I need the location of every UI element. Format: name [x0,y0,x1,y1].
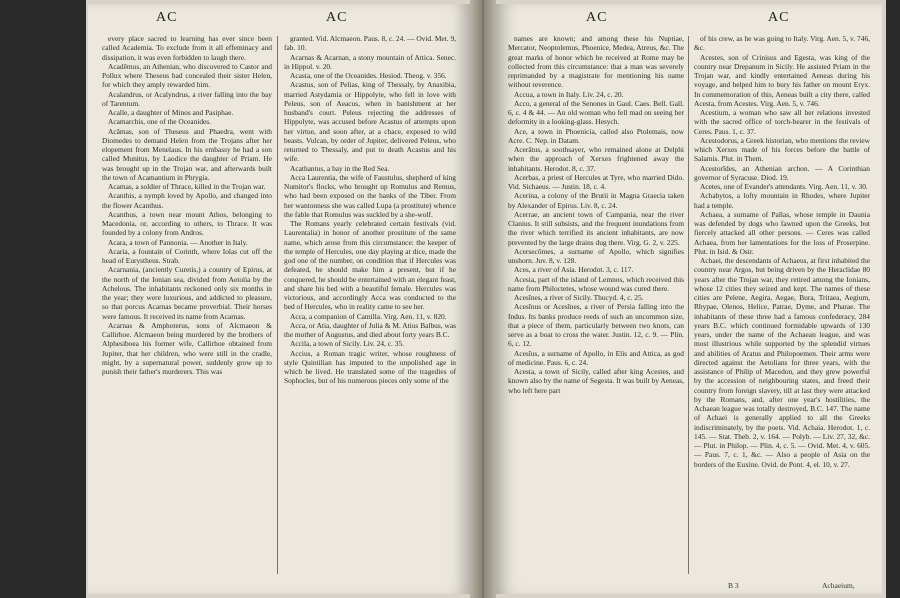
entry-paragraph: Acalle, a daughter of Minos and Pasiphae. [108,108,234,117]
entry-paragraph: Accius, a Roman tragic writer, whose roughness of style Quintilian has imputed to the unpolished age in which he lived. He translated some of the tragedies of Sophocles, but of his numerous pieces only some of the [284,348,456,386]
entry-paragraph: names are known; and among these his Nuptiae, Mercator, Neoptolemus, Phoenice, Medea, Atreus, &c. The great marks of honor which he received at Rome may be collected from this circumstance: that a man was severely reprimanded by a magistrate for mentioning his name without reverence. [508,34,684,90]
right-column-2 [694,34,870,576]
right-running-head [506,10,872,32]
entry-paragraph: Acca, a companion of Camilla. Virg. Aen. 11, v. 820. [290,311,447,321]
entry-paragraph: Accua, a town in Italy. Liv. 24, c. 20. [514,89,624,99]
entry-paragraph: Acerina, a colony of the Brutii in Magna Graecia taken by Alexander of Epirus. Liv. 8, c. 24. [508,191,684,210]
entry-paragraph: Acerātus, a soothsayer, who remained alone at Delphi when the approach of Xerxes frightened away the inhabitants. Herodot. 8, c. 37. [508,145,684,173]
entry-paragraph: Acastus, son of Pelias, king of Thessaly, by Anaxibia, married Astydamia or Hippolyte, who fell in love with Peleus, son of Aeacus, when in banishment at her husband's court. Peleus rejecting the addresses of Hippolyte, was accused before Acastus of attempts upon her virtue, and soon after, at a chace, exposed to wild beasts. Vulcan, by order of Jupiter, delivered Peleus, who returned to Thessaly, and put to death Acastus and his wife. [284,80,456,164]
entry-paragraph: Acanthus, a town near mount Athos, belonging to Macedonia, or, according to others, to Thrace. It was founded by a colony from Andros. [102,209,272,238]
right-head-text-1: AC [586,10,608,25]
entry-paragraph: Acămas, son of Theseus and Phaedra, went with Diomedes to demand Helen from the Trojans after her elopement from Menelaus. In his embassy he had a son called Munitus, by Laodice the daughter of Priam. He was brought up in the Trojan war, and afterwards built the town of Acamantium in Phrygia. [102,126,272,182]
entry-paragraph: Acamas, a soldier of Thrace, killed in the Trojan war. [108,182,266,191]
entry-paragraph: Acaria, a fountain of Corinth, where Iolas cut off the head of Eurystheus. Strab. [102,246,272,265]
left-column-1 [102,34,272,576]
left-head-text-1: AC [156,10,178,25]
entry-paragraph: Acetes, one of Evander's attendants. Virg. Aen. 11, v. 30. [700,182,868,191]
entry-paragraph: Acarnas & Acarnan, a stony mountain of Attica. Senec. in Hippol. v. 20. [284,52,456,71]
entry-paragraph: Acarnas & Amphoterus, sons of Alcmaeon & Callirhoe. Alcmaeon being murdered by the brothers of Alphesiboea his former wife, Callirhoe obtained from Jupiter, that her children, who were still in the cradle, might, by a supernatural power, suddenly grow up to punish their father's murderers. This was [102,320,272,376]
signature-mark: B 3 [728,581,739,590]
entry-paragraph: Accila, a town of Sicily. Liv. 24, c. 35. [290,339,404,349]
entry-paragraph: Acasta, one of the Oceanides. Hesiod. Theog. v. 356. [290,71,447,80]
entry-paragraph: Acestodorus, a Greek historian, who mentions the review which Xerxes made of his forces before the battle of Salamis. Plut. in Them. [694,135,870,164]
entry-paragraph: Acestes, son of Crinisus and Egesta, was king of the country near Drepanum in Sicily. He assisted Priam in the Trojan war, and kindly entertained Aeneas during his voyage, and helped him to bury his father on mount Eryx. In commemoration of this, Aeneas built a city there, called Acesta, from Acestes. Virg. Aen. 5, v. 746. [694,52,870,108]
entry-paragraph: Achabytos, a lofty mountain in Rhodes, where Jupiter had a temple. [694,191,870,210]
right-page [496,4,882,594]
entry-paragraph: Acersecŏmes, a surname of Apollo, which signifies unshorn. Juv. 8, v. 128. [508,246,684,265]
column-rule [277,36,278,574]
entry-paragraph: Acara, a town of Pannonia. — Another in Italy. [108,237,248,247]
right-head-text-2: AC [768,10,790,25]
left-head-text-2: AC [326,10,348,25]
catchword: Achaeium, [822,581,855,590]
left-running-head [98,10,460,32]
entry-paragraph: Acathantus, a bay in the Red Sea. [290,163,390,173]
entry-paragraph: Acesīnes, a river of Sicily. Thucyd. 4, c. 25. [514,293,644,302]
entry-paragraph: The Romans yearly celebrated certain festivals (vid. Laurentalia) in honor of another prostitute of the same name, which arose from this circumstance: the keeper of the temple of Hercules, one day playing at dice, made the god one of the number, on condition that if Hercules was defeated, he should make him a present, but if he conquered, he should be entertained with an elegant feast, and share his bed with a beautiful female. Hercules was victorious, and accordingly Acca was conducted to the bed of Hercules, who in reality came to see her. [284,219,456,312]
entry-paragraph: Acanthis, a nymph loved by Apollo, and changed into the flower Acanthus. [102,191,272,210]
column-rule [688,36,689,574]
entry-paragraph: Acesia, part of the island of Lemnos, which received this name from Philoctetes, whose wound was cured there. [508,274,684,293]
entry-paragraph: Acca, or Atia, daughter of Julia & M. Atius Balbus, was the mother of Augustus, and died about forty years B.C. [284,320,456,339]
entry-paragraph: granted. Vid. Alcmaeon. Paus. 8, c. 24. — Ovid. Met. 9, fab. 10. [284,34,456,53]
entry-paragraph: of his crew, as he was going to Italy. Virg. Aen. 5, v. 746, &c. [694,34,870,53]
left-page [88,4,470,594]
entry-paragraph: Acestium, a woman who saw all her relations invested with the sacred office of torch-bearer in the festivals of Ceres. Paus. 1, c. 37. [694,108,870,136]
entry-paragraph: Acamarchis, one of the Oceanides. [108,117,212,127]
entry-paragraph: every place sacred to learning has ever since been called Academia. To exclude from it all effeminacy and dissipation, it was even forbidden to laugh there. [102,34,272,62]
entry-paragraph: Achaea, a surname of Pallas, whose temple in Daunia was defended by dogs who fawned upon the Greeks, but fiercely attacked all other persons. — Ceres was called Achaea, from her lamentations for the loss of Proserpine. Plut. in Isid. & Osir. [694,209,870,256]
entry-paragraph: Acarnania, (anciently Curetis,) a country of Epirus, at the north of the Ionian sea, divided from Aetolia by the Achelous. The inhabitants reckoned only six months in the year; they were luxurious, and addicted to pleasure, so that porcus Acarnas became proverbial. Their horses were famous. It received its name from Acarnas. [102,265,272,321]
entry-paragraph: Ace, a town in Phoenicia, called also Ptolemais, now Acre. C. Nep. in Datam. [508,126,684,145]
entry-paragraph: Acesta, a town of Sicily, called after king Acestes, and known also by the name of Segesta. It was built by Aeneas, who left here part [508,367,684,395]
entry-paragraph: Acca Laurentia, the wife of Faustulus, shepherd of king Numitor's flocks, who brought up Romulus and Remus, who had been exposed on the banks of the Tiber. From her wantonness she was called Lupa (a prostitute) whence the fable that Romulus was suckled by a she-wolf. [284,172,456,219]
right-column-1 [508,34,684,576]
entry-paragraph: Acalandrus, or Acalyndrus, a river falling into the bay of Tarentum. [102,89,272,108]
entry-paragraph: Acerbas, a priest of Hercules at Tyre, who married Dido. Vid. Sichaeus. — Justin. 18, c. 4. [508,172,684,191]
entry-paragraph: Acerrae, an ancient town of Campania, near the river Clanius. It still subsists, and the frequent inundations from the river which terrified its ancient inhabitants, are now prevented by the large drains dug there. Virg. G. 2, v. 225. [508,209,684,247]
book-spread [86,0,886,598]
entry-paragraph: Achaei, the descendants of Achaeus, at first inhabited the country near Argos, but being driven by the Heraclidae 80 years after the Trojan war, they retired among the Ionians, whose 12 cities they seized and kept. The names of these cities are Pelene, Aegira, Aegae, Bura, Tritaea, Aegium, Rhypae, Olenos, Helice, Patrae, Dyme, and Pharae. The inhabitants of these three had a famous confederacy, 284 years B.C. which continued formidable upwards of 130 years, under the name of the Achaean league, and was most illustrious while supported by the splendid virtues and abilities of Aratus and Philopoemen. Their arms were directed against the Aetolians for three years, with the assistance of Philip of Macedon, and they grew powerful by the accession of neighbouring states, and freed their country from foreign slavery, till at last they were attacked by the Romans, and, after one year's hostilities, the Achaean league was totally destroyed, B.C. 147. The name of Achaei is generally applied to all the Greeks indiscriminately, by the poets. Vid. Achaia. Herodot. 1, c. 145. — Stat. Theb. 2, v. 164. — Polyb. — Liv. 27, 32, &c. — Plut. in Philop. — Plin. 4, c. 5. — Ovid. Met. 4, v. 605. — Paus. 7, c. 1, &c. — Also a people of Asia on the borders of the Euxine. Ovid. de Pont. 4, el. 10, v. 27. [694,256,870,469]
entry-paragraph: Acco, a general of the Senones in Gaul. Caes. Bell. Gall. 6, c. 4 & 44. — An old woman who fell mad on seeing her deformity in a looking-glass. Hesych. [508,98,684,127]
entry-paragraph: Acesĭus, a surname of Apollo, in Elis and Attica, as god of medicine. Paus. 6, c. 24. [508,348,684,367]
entry-paragraph: Acesīnus or Acesīnes, a river of Persia falling into the Indus. Its banks produce reeds of such an uncommon size, that a piece of them, particularly between two knots, can serve as a boat to cross the water. Justin. 12, c. 9. — Plin. 6, c. 12. [508,302,684,349]
entry-paragraph: Acestorĭdes, an Athenian archon. — A Corinthian governor of Syracuse. Diod. 19. [694,163,870,182]
entry-paragraph: Aces, a river of Asia. Herodot. 3, c. 117. [514,265,634,275]
left-column-2 [284,34,456,576]
book-gutter [470,0,496,598]
entry-paragraph: Acadēmus, an Athenian, who discovered to Castor and Pollux where Theseus had concealed their sister Helen, for which they amply rewarded him. [102,61,272,90]
